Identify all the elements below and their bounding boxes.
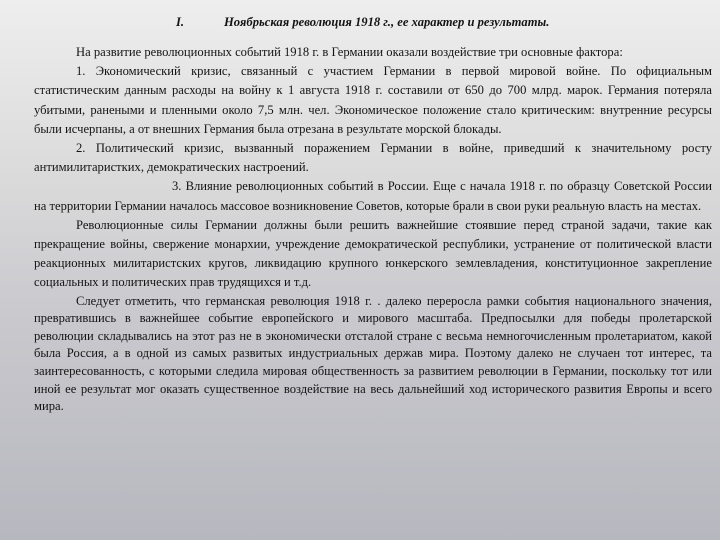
- heading-number: I.: [176, 15, 185, 29]
- paragraph-russia-influence: 3. Влияние революционных событий в России. Еще с начала 1918 г. по образцу Советской России на территории Германии началось массовое возникновение Советов, которые брали в свои руки реальную власть на местах.: [34, 179, 712, 213]
- paragraph-political-crisis: 2. Политический кризис, вызванный поражением Германии в войне, приведший к значительному росту антимилитаристких, демократических настроений.: [34, 141, 712, 175]
- section-heading: [176, 14, 712, 31]
- paragraph-conclusion: Следует отметить, что германская революция 1918 г. . далеко переросла рамки события национального значения, превратившись в важнейшее событие европейского и мирового масштаба. Предпосылки для победы пролетарской революции складывались на этот раз не в экономически отсталой стране с весьма немногочисленным пролетариатом, какой была Россия, а в одной из самых развитых индустриальных держав мира. Поэтому далеко не случаен тот интерес, та заинтересованность, с которыми следила мировая общественность за развитием революции в Германии, поскольку тот или иной ее результат мог оказать существенное воздействие на весь дальнейший ход исторического развития Европы и всего мира.: [34, 293, 712, 414]
- paragraph-intro: На развитие революционных событий 1918 г. в Германии оказали воздействие три основные фактора:: [76, 45, 623, 59]
- heading-title: Ноябрьская революция 1918 г., ее характер и результаты.: [224, 15, 550, 29]
- text-body: [34, 43, 712, 416]
- paragraph-revolutionary-tasks: Революционные силы Германии должны были решить важнейшие стоявшие перед страной задачи, такие как прекращение войны, свержение монархии, учреждение демократической республики, устранение от политической власти реакционных милитаристских кругов, ликвидацию крупного юнкерского землевладения, конституционное закрепление социальных и политических прав трудящихся и т.д.: [34, 217, 712, 290]
- paragraph-economic-crisis: 1. Экономический кризис, связанный с участием Германии в первой мировой войне. По официальным статистическим данным расходы на войну к 1 августа 1918 г. составили от 650 до 700 млрд. марок. Германия потеряла убитыми, ранеными и пленными около 7,5 млн. чел. Экономическое положение стало критическим: внутренние ресурсы были исчерпаны, а от внешних Германия была отрезана в результате морской блокады.: [34, 64, 712, 136]
